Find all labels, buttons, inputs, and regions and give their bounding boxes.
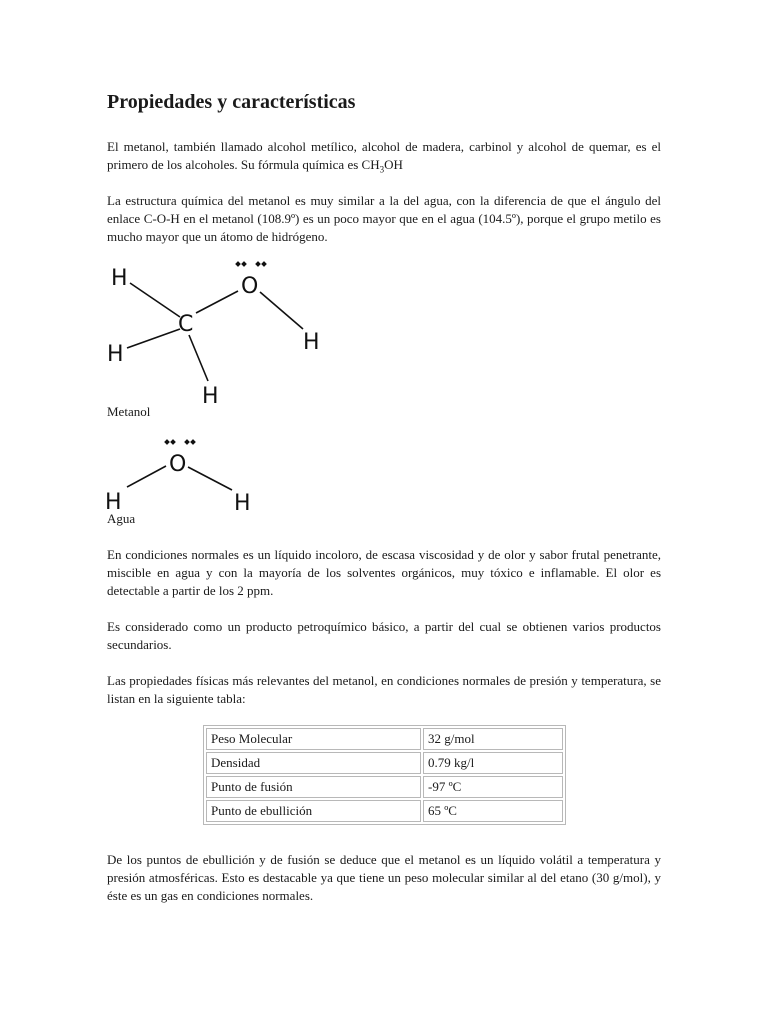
page-title: Propiedades y características	[107, 91, 356, 113]
atom-hydrogen-bottom: H	[202, 384, 219, 405]
caption-agua: Agua	[107, 511, 136, 526]
table-cell-value: -97 ºC	[423, 776, 563, 798]
atom-hydrogen-right: H	[303, 330, 320, 355]
atom-carbon: C	[178, 312, 194, 337]
table-cell-property: Punto de ebullición	[206, 800, 421, 822]
paragraph-structure: La estructura química del metanol es muy similar a la del agua, con la diferencia de que el ángulo del enlace C-O-H en el metanol (108.9º) es un poco mayor que en el agua (104.5º), porque el grupo metilo es mucho mayor que un átomo de hidrógeno.	[107, 193, 661, 244]
methanol-structure-diagram	[100, 255, 340, 405]
water-atom-hydrogen-left: H	[105, 490, 122, 515]
bond-c-o	[196, 291, 238, 313]
water-atom-oxygen: O	[169, 452, 187, 477]
table-cell-value: 65 ºC	[423, 800, 563, 822]
water-atom-hydrogen-right: H	[234, 491, 251, 516]
table-cell-value: 0.79 kg/l	[423, 752, 563, 774]
atom-hydrogen-left: H	[107, 342, 124, 367]
caption-metanol: Metanol	[107, 404, 151, 419]
paragraph-conclusion: De los puntos de ebullición y de fusión se deduce que el metanol es un líquido volátil a temperatura y presión atmosféricas. Esto es destacable ya que tiene un peso molecular similar al del etano (30 g/mol), y éste es un gas en condiciones normales.	[107, 852, 661, 903]
water-lone-pairs	[164, 439, 196, 445]
bond-o-h	[260, 292, 303, 329]
physical-properties-table	[203, 725, 566, 825]
table-row	[206, 800, 563, 822]
paragraph-properties: En condiciones normales es un líquido incoloro, de escasa viscosidad y de olor y sabor frutal penetrante, miscible en agua y con la mayoría de los solventes orgánicos, muy tóxico e inflamable. El olor es detectable a partir de los 2 ppm.	[107, 547, 661, 598]
paragraph-intro-text: El metanol, también llamado alcohol metílico, alcohol de madera, carbinol y alcohol de quemar, es el primero de los alcoholes. Su fórmula química es CH	[107, 139, 661, 172]
table-cell-property: Densidad	[206, 752, 421, 774]
table-cell-property: Punto de fusión	[206, 776, 421, 798]
table-cell-property: Peso Molecular	[206, 728, 421, 750]
bond-c-h3	[189, 335, 208, 381]
water-structure-diagram	[100, 434, 270, 516]
bond-h-o	[127, 466, 166, 487]
table-row	[206, 728, 563, 750]
paragraph-table-intro: Las propiedades físicas más relevantes del metanol, en condiciones normales de presión y temperatura, se listan en la siguiente tabla:	[107, 673, 661, 706]
oxygen-lone-pairs	[235, 261, 267, 267]
paragraph-petrochemical: Es considerado como un producto petroquímico básico, a partir del cual se obtienen varios productos secundarios.	[107, 619, 661, 652]
bond-h2-c	[127, 329, 180, 348]
methanol-bonds	[127, 283, 303, 381]
table-cell-value: 32 g/mol	[423, 728, 563, 750]
atom-oxygen: O	[241, 274, 259, 299]
bond-o-h	[188, 467, 232, 490]
formula-suffix: OH	[384, 157, 403, 172]
paragraph-intro	[107, 138, 661, 179]
atom-hydrogen-top: H	[111, 266, 128, 291]
bond-h1-c	[130, 283, 180, 317]
formula-subscript: 3	[379, 164, 385, 175]
table-row	[206, 752, 563, 774]
table-row	[206, 776, 563, 798]
